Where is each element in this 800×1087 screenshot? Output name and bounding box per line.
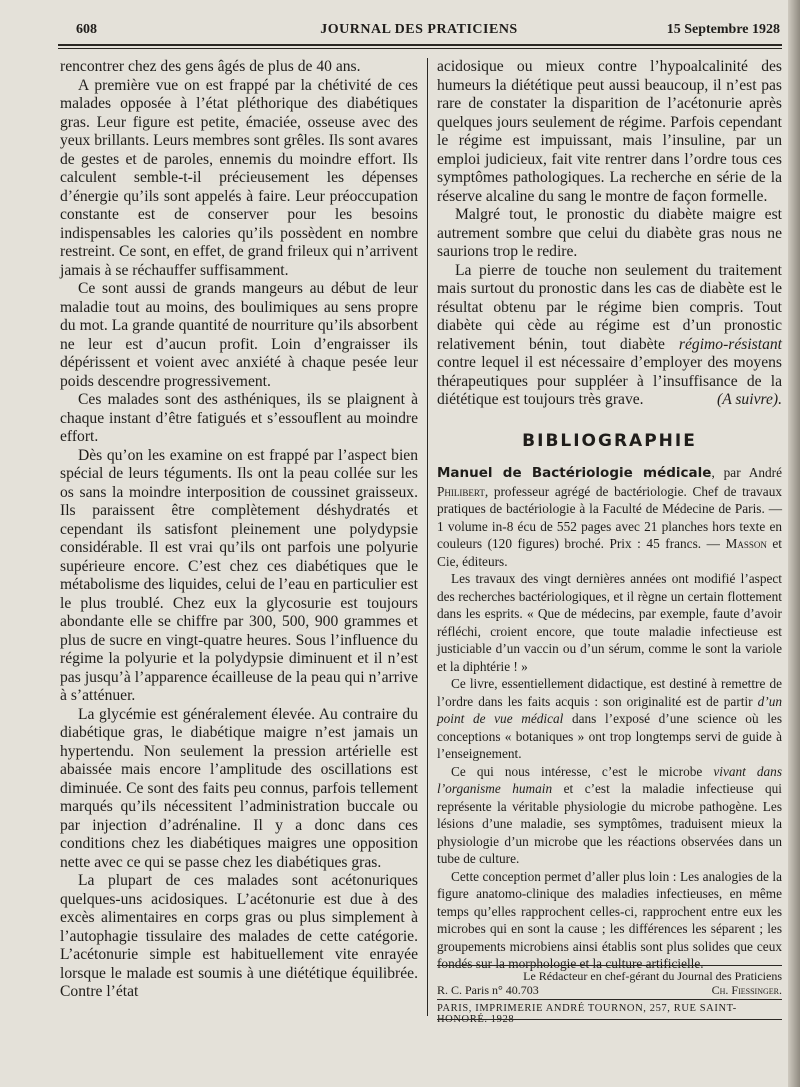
journal-title: JOURNAL DES PRATICIENS bbox=[320, 22, 518, 37]
page-edge-shadow bbox=[788, 0, 800, 1087]
editor-name: Ch. Fiessinger. bbox=[711, 983, 782, 997]
bibliography-entry bbox=[437, 464, 782, 570]
page-number: 608 bbox=[76, 22, 97, 37]
paragraph bbox=[437, 763, 782, 868]
text-run: et Cie, éditeurs. bbox=[437, 536, 783, 569]
text-run: et c’est la maladie infectieuse qui représente la véritable physiologie du microbe pathogène. Les lésions d’une maladie, ses symptômes, traduisent mieux la physiologie d’un microbe que les réactions observées dans un tube de culture. bbox=[437, 781, 782, 866]
text-run: Ce livre, essentiellement didactique, est destiné à remettre de l’ordre dans les faits acquis : son originalité est de partir bbox=[437, 676, 782, 709]
paragraph: Ce sont aussi de grands mangeurs au début de leur maladie tout au moins, des boulimiques au sens propre du mot. La grande quantité de nourriture qu’ils absorbent ne leur est d’aucun profit. Loin d’engraisser ils dépérissent et voient avec anxiété à chaque pesée leur poids descendre progressivement. bbox=[60, 280, 418, 390]
paragraph: Dès qu’on les examine on est frappé par l’aspect bien spécial de leurs téguments. Ils ont la peau collée sur les os sans la moindre interposition de coussinet graisseux. Ils paraissent être complètement déshydratés et cependant ils satisfont pleinement une polydypsie considérable. Il est vrai qu’ils ont parfois une polyurie supérieure encore. C’est chez ces diabétiques que le métabolisme des liquides, celui de l’eau en particulier est le plus troublé. Chez eux la glycosurie est toujours abondante elle se chiffre par 300, 500, 900 grammes et plus de sucre en vingt-quatre heures. Sous l’influence du régime la polyurie et la polydypsie diminuent et il n’est pas jusqu’à l’apparence écailleuse de la peau qui n’arrive à s’atténuer. bbox=[60, 446, 418, 704]
header-rule bbox=[58, 44, 782, 46]
text-run: contre lequel il est nécessaire d’employer des moyens thérapeutiques pour suppléer à l’insuffisance de la diététique est toujours très grave. bbox=[437, 354, 782, 408]
printer-line: PARIS, IMPRIMERIE ANDRÉ TOURNON, 257, RUE SAINT-HONORÉ. 1928 bbox=[437, 1003, 737, 1025]
paragraph: Malgré tout, le pronostic du diabète maigre est autrement sombre que celui du diabète gras nous ne saurions trop le redire. bbox=[437, 206, 782, 260]
text-run: dans l’exposé d’une science où les conceptions « botaniques » ont trop longtemps servi de guide à l’enseignement. bbox=[437, 711, 783, 761]
registration-number: R. C. Paris n° 40.703 bbox=[437, 983, 539, 997]
column-divider bbox=[427, 58, 428, 1016]
emphasis: d’un point de vue médical bbox=[437, 693, 782, 726]
text-run: , professeur agrégé de bactériologie. Chef de travaux pratiques de bactériologie à la Faculté de Médecine de Paris. — 1 volume in-8 écu de 552 pages avec 21 planches hors texte en couleurs (120 figures) broché. Prix : 45 francs. — bbox=[437, 483, 782, 551]
text-run: La pierre de touche non seulement du traitement mais surtout du pronostic dans les cas de diabète est le résultat obtenu par le régime bien compris. Tout diabète qui cède au régime est d’un pronostic relativement bénin, tout diabète bbox=[437, 261, 782, 353]
emphasis: régimo-résistant bbox=[678, 335, 783, 353]
author-name: Philibert bbox=[437, 483, 485, 499]
footer-imprint bbox=[437, 969, 782, 997]
editor-line: Le Rédacteur en chef-gérant du Journal des Praticiens bbox=[523, 969, 782, 983]
text-run: , par André bbox=[711, 465, 782, 480]
publisher-name: Masson bbox=[725, 536, 767, 551]
paragraph: La plupart de ces malades sont acétonuriques quelques-uns acidosiques. L’acétonurie est due à des excès alimentaires en corps gras ou plus simplement à l’autophagie tissulaire des malades de cette catégorie. L’acétonurie simple est habituellement vite enrayée lorsque le malade est soumis à une diététique équilibrée. Contre l’état bbox=[60, 872, 418, 1000]
book-title: Manuel de Bactériologie médicale bbox=[437, 465, 712, 481]
paragraph: Cette conception permet d’aller plus loin : Les analogies de la figure anatomo-clinique des maladies infectieuses, en même temps qu’elles rapprochent celles-ci, rapprochent entre eux les microbes qui en sont la cause ; les différences les séparent ; les groupements microbiens ainsi établis sont plus solides que ceux fondés sur la morphologie et la culture artificielle. bbox=[437, 868, 782, 971]
paragraph: acidosique ou mieux contre l’hypoalcalinité des humeurs la diététique peut aussi beaucoup, il n’est pas rare de constater la disparition de l’acétonurie après quelques jours seulement de régime. Parfois cependant le régime est impuissant, mais l’insuline, par un emploi judicieux, fait vite rentrer dans l’ordre tous ces symptômes pathologiques. La recherche en série de la réserve alcaline du sang le montre de façon formelle. bbox=[437, 58, 782, 205]
footer-rule bbox=[437, 965, 782, 966]
to-be-continued: (A suivre). bbox=[717, 391, 782, 408]
header-rule-thin bbox=[58, 48, 782, 49]
paragraph bbox=[437, 675, 782, 763]
left-column bbox=[60, 58, 418, 1002]
paragraph: La glycémie est généralement élevée. Au contraire du diabétique gras, le diabétique maigre n’est jamais un hypertendu. Non seulement la pression artérielle est abaissée mais encore l’amplitude des oscillations est diminuée. Ce sont des faits peu connus, parfois tellement marqués qu’ils nécessitent l’administration buccale ou par injection d’adrénaline. Il y a donc dans ces conditions chez les diabétiques maigres une opposition nette avec ce qui se passe chez les diabétiques gras. bbox=[60, 705, 418, 871]
bibliography-section bbox=[437, 464, 782, 973]
text-run: Ce qui nous intéresse, c’est le microbe bbox=[451, 763, 703, 779]
issue-date: 15 Septembre 1928 bbox=[666, 22, 780, 37]
footer-rule bbox=[437, 999, 782, 1000]
paragraph: Les travaux des vingt dernières années ont modifié l’aspect des recherches bactériologiques, et il règne un certain flottement dans les esprits. « Que de médecins, par exemple, faute d’avoir réfléchi, croient encore, que toute maladie infectieuse est justiciable d’un vaccin ou d’un sérum, comme le sont la variole et la diphtérie ! » bbox=[437, 571, 782, 674]
right-column bbox=[437, 58, 782, 973]
paragraph: A première vue on est frappé par la chétivité de ces malades opposée à l’état pléthorique des diabétiques gras. Leur figure est petite, émaciée, osseuse avec des yeux brillants. Leurs membres sont grêles. Ils sont avares de gestes et de paroles, ennemis du moindre effort. Ils calculent semble-t-il précieusement les dépenses d’énergie qu’ils sont appelés à faire. Leur préoccupation constante est de conserver pour les besoins indispensables les calories qu’ils possèdent en nombre restreint. Ce sont, en effet, de grand frileux qui n’arrivent jamais à se réchauffer suffisamment. bbox=[60, 76, 418, 279]
footer-row bbox=[437, 983, 782, 997]
paragraph bbox=[437, 262, 782, 410]
footer-rule bbox=[437, 1019, 782, 1020]
bibliography-heading: BIBLIOGRAPHIE bbox=[522, 430, 697, 451]
paragraph: Ces malades sont des asthéniques, ils se plaignent à chaque instant d’être fatigués et s’essouflent au moindre effort. bbox=[60, 391, 418, 445]
emphasis: vivant dans l’organisme humain bbox=[437, 763, 783, 796]
paragraph: rencontrer chez des gens âgés de plus de 40 ans. bbox=[60, 58, 361, 75]
page-header bbox=[58, 22, 780, 42]
